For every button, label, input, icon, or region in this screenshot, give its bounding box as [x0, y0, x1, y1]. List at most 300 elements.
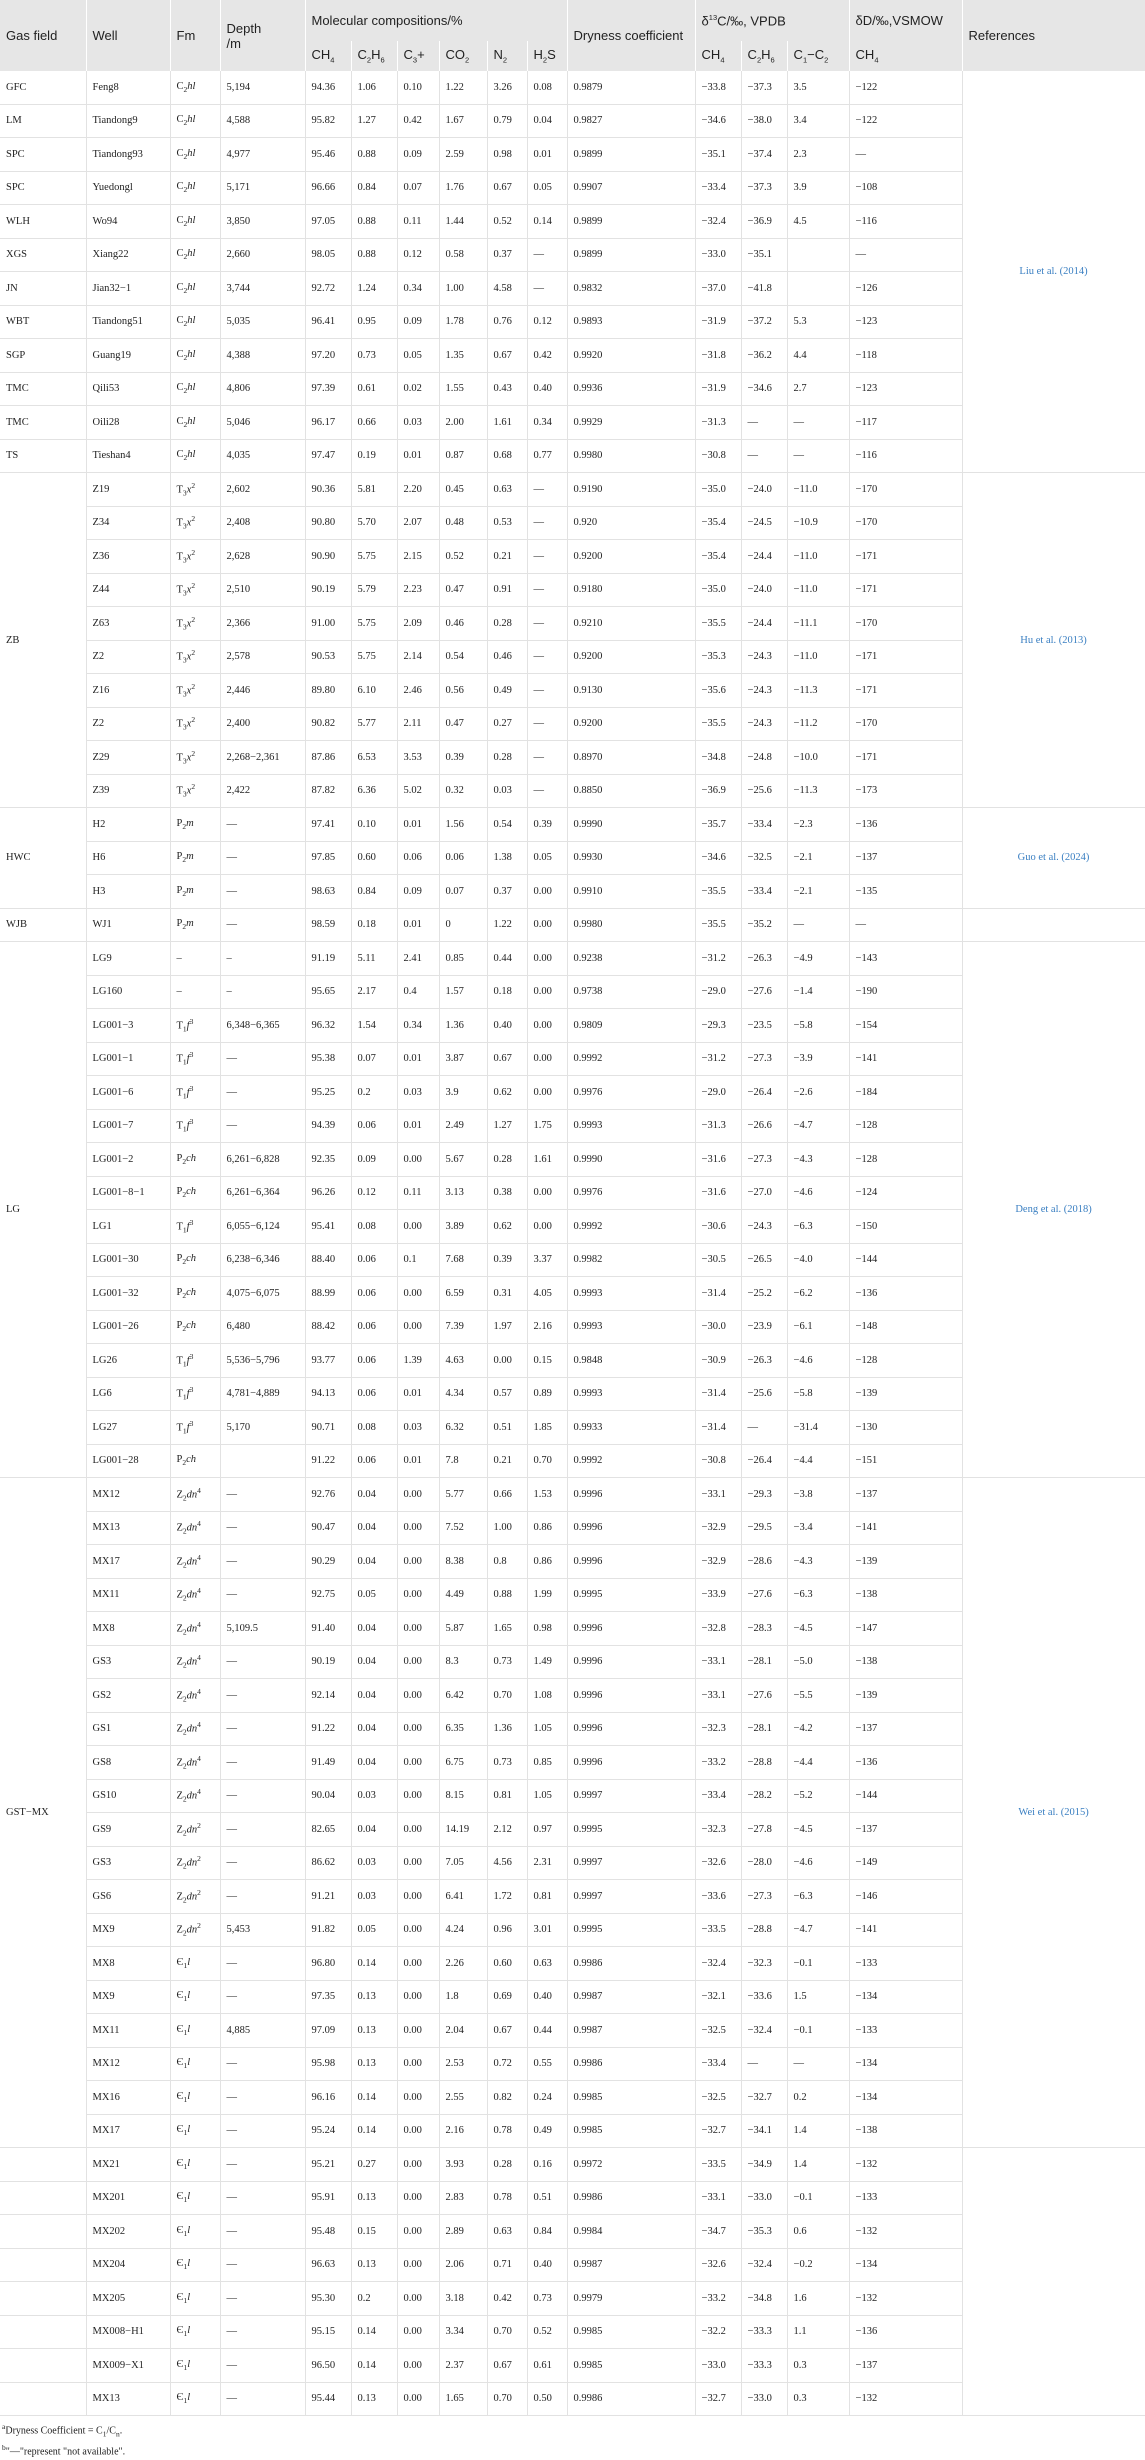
table-cell: 96.80 [305, 1947, 351, 1981]
table-cell: $Є_1l$ [170, 2382, 220, 2416]
table-cell: 0.46 [439, 607, 487, 641]
table-cell: 0.9987 [567, 2014, 695, 2048]
table-cell: — [527, 607, 567, 641]
table-cell: −31.9 [695, 305, 741, 339]
table-cell: −136 [849, 1277, 962, 1311]
table-cell: 96.17 [305, 406, 351, 440]
footnote: $^a$Dryness Coefficient = $C_1/C_n$. [2, 2422, 123, 2439]
table-cell: $Z_2dn^4$ [170, 1545, 220, 1579]
subheader-9: $CH_4$ [849, 41, 962, 71]
table-cell: 6,348−6,365 [220, 1009, 305, 1043]
table-cell: 0.15 [527, 1344, 567, 1378]
table-cell: — [220, 2382, 305, 2416]
table-cell: −0.2 [787, 2248, 849, 2282]
table-cell: 0.9976 [567, 1076, 695, 1110]
table-cell: 91.22 [305, 1712, 351, 1746]
table-cell: −124 [849, 1176, 962, 1210]
table-cell: −27.0 [741, 1176, 787, 1210]
table-cell: 0.9993 [567, 1377, 695, 1411]
table-cell: 1.99 [527, 1578, 567, 1612]
table-cell: 0.89 [527, 1377, 567, 1411]
table-cell: 95.25 [305, 1076, 351, 1110]
table-cell: 0.01 [397, 1042, 439, 1076]
table-cell: 0.9993 [567, 1109, 695, 1143]
table-cell: 0.46 [487, 640, 527, 674]
table-cell: 96.41 [305, 305, 351, 339]
table-cell: — [220, 1645, 305, 1679]
table-cell: −4.6 [787, 1344, 849, 1378]
table-cell: −28.8 [741, 1746, 787, 1780]
table-cell: −33.6 [695, 1880, 741, 1914]
table-cell: 0.52 [439, 540, 487, 574]
table-cell: $Є_1l$ [170, 2014, 220, 2048]
table-cell: 0.18 [351, 908, 397, 942]
table-cell: 0.01 [527, 138, 567, 172]
reference-link[interactable]: Deng et al. (2018) [962, 942, 1145, 1478]
table-cell: — [220, 1545, 305, 1579]
table-cell: 0.43 [487, 372, 527, 406]
table-cell: 0.9210 [567, 607, 695, 641]
reference-link[interactable]: Hu et al. (2013) [962, 473, 1145, 808]
table-cell: 0.14 [351, 1947, 397, 1981]
table-cell: 97.41 [305, 808, 351, 842]
header-well: Well [86, 0, 170, 71]
reference-link[interactable]: Wei et al. (2015) [962, 1478, 1145, 2148]
table-cell: 0.06 [351, 1344, 397, 1378]
table-cell: LG001−32 [86, 1277, 170, 1311]
table-cell: 2,422 [220, 774, 305, 808]
table-cell: $P_2m$ [170, 808, 220, 842]
table-cell: −139 [849, 1377, 962, 1411]
table-cell: $P_2ch$ [170, 1143, 220, 1177]
table-cell: −137 [849, 2349, 962, 2383]
table-cell: 97.85 [305, 841, 351, 875]
table-cell: −122 [849, 104, 962, 138]
table-cell: −32.5 [741, 841, 787, 875]
table-cell: 0.70 [527, 1444, 567, 1478]
table-cell: 0.00 [397, 2315, 439, 2349]
table-cell: $P_2m$ [170, 841, 220, 875]
gas-field-cell: TMC [0, 406, 86, 440]
table-cell: 0.01 [397, 908, 439, 942]
table-cell: −123 [849, 305, 962, 339]
table-cell: 6.53 [351, 741, 397, 775]
table-cell: −170 [849, 707, 962, 741]
table-cell: −36.9 [741, 205, 787, 239]
table-cell: LG001−3 [86, 1009, 170, 1043]
table-cell: 0.71 [487, 2248, 527, 2282]
table-cell: 0.77 [527, 439, 567, 473]
table-cell: −33.0 [741, 2382, 787, 2416]
table-cell: −29.0 [695, 1076, 741, 1110]
table-cell: −6.3 [787, 1880, 849, 1914]
table-cell: 0.00 [527, 875, 567, 909]
table-cell: 3.18 [439, 2282, 487, 2316]
table-cell: 0.52 [487, 205, 527, 239]
table-cell: — [220, 1076, 305, 1110]
table-cell: 5.75 [351, 640, 397, 674]
table-cell: −24.4 [741, 607, 787, 641]
table-cell: 0.00 [397, 2215, 439, 2249]
table-cell: −137 [849, 1478, 962, 1512]
table-cell: 95.38 [305, 1042, 351, 1076]
table-cell: 6.36 [351, 774, 397, 808]
table-cell: 0.39 [439, 741, 487, 775]
table-cell: 0.9899 [567, 205, 695, 239]
table-cell: −144 [849, 1243, 962, 1277]
table-cell: −32.4 [695, 1947, 741, 1981]
table-cell: — [220, 2081, 305, 2115]
table-cell: −23.9 [741, 1310, 787, 1344]
table-cell: 0.70 [487, 2382, 527, 2416]
gas-field-cell [0, 2215, 86, 2249]
table-cell: 0.00 [397, 2014, 439, 2048]
table-row [0, 1478, 1145, 1512]
table-cell: 0.11 [397, 205, 439, 239]
table-cell: −33.2 [695, 2282, 741, 2316]
table-cell: 0.9985 [567, 2114, 695, 2148]
table-cell: −149 [849, 1846, 962, 1880]
table-cell: 90.53 [305, 640, 351, 674]
table-cell: −126 [849, 272, 962, 306]
table-cell: −139 [849, 1679, 962, 1713]
table-cell: 0.01 [397, 1109, 439, 1143]
table-cell: 3.5 [787, 71, 849, 104]
table-cell: — [220, 1813, 305, 1847]
table-cell: −37.3 [741, 71, 787, 104]
table-cell: GS8 [86, 1746, 170, 1780]
table-cell: −134 [849, 1980, 962, 2014]
table-cell: 0.00 [397, 2047, 439, 2081]
table-cell: −34.7 [695, 2215, 741, 2249]
table-cell: $C_2hl$ [170, 372, 220, 406]
table-cell: 1.6 [787, 2282, 849, 2316]
table-cell: 0.49 [527, 2114, 567, 2148]
table-cell: 0.00 [397, 2181, 439, 2215]
table-cell: 0.45 [439, 473, 487, 507]
table-cell: 96.26 [305, 1176, 351, 1210]
table-cell: −3.8 [787, 1478, 849, 1512]
table-cell: 0.9996 [567, 1712, 695, 1746]
table-cell: 90.36 [305, 473, 351, 507]
table-cell: $C_2hl$ [170, 238, 220, 272]
table-cell: — [527, 707, 567, 741]
table-cell: 93.77 [305, 1344, 351, 1378]
table-cell: −28.0 [741, 1846, 787, 1880]
table-cell: MX21 [86, 2148, 170, 2182]
table-cell: 0.9997 [567, 1779, 695, 1813]
table-cell: 7.05 [439, 1846, 487, 1880]
table-cell: Z16 [86, 674, 170, 708]
table-cell: 0.00 [527, 908, 567, 942]
table-cell: Tiandong51 [86, 305, 170, 339]
table-cell: MX12 [86, 2047, 170, 2081]
table-cell: 0.84 [351, 875, 397, 909]
table-cell: −34.6 [695, 841, 741, 875]
table-cell: — [220, 1511, 305, 1545]
table-cell: 0.09 [351, 1143, 397, 1177]
table-cell: 0.98 [487, 138, 527, 172]
gas-field-cell [0, 2382, 86, 2416]
table-cell: 88.40 [305, 1243, 351, 1277]
table-cell: LG26 [86, 1344, 170, 1378]
table-cell: 0.05 [351, 1913, 397, 1947]
table-cell: 0.04 [527, 104, 567, 138]
table-cell: −4.3 [787, 1143, 849, 1177]
table-cell: 1.05 [527, 1712, 567, 1746]
table-cell: — [527, 640, 567, 674]
table-cell: $Z_2dn^4$ [170, 1578, 220, 1612]
table-cell: LG001−28 [86, 1444, 170, 1478]
table-cell: 0.00 [397, 2282, 439, 2316]
table-cell: 0.00 [397, 2081, 439, 2115]
table-cell: 89.80 [305, 674, 351, 708]
table-cell: Z44 [86, 573, 170, 607]
table-cell: 0.06 [351, 1109, 397, 1143]
table-cell: −4.7 [787, 1913, 849, 1947]
table-cell: −141 [849, 1913, 962, 1947]
table-cell: −28.6 [741, 1545, 787, 1579]
table-cell: −28.1 [741, 1645, 787, 1679]
table-cell: −31.4 [695, 1377, 741, 1411]
table-cell: −24.0 [741, 473, 787, 507]
table-cell: 3.01 [527, 1913, 567, 1947]
table-cell: 0.9907 [567, 171, 695, 205]
table-cell: −0.1 [787, 2014, 849, 2048]
table-cell: — [849, 238, 962, 272]
table-cell: −148 [849, 1310, 962, 1344]
table-cell: −136 [849, 808, 962, 842]
table-cell: — [787, 908, 849, 942]
table-cell: — [787, 2047, 849, 2081]
table-cell: WJ1 [86, 908, 170, 942]
table-cell: −2.1 [787, 841, 849, 875]
table-cell: 90.90 [305, 540, 351, 574]
table-cell: −34.1 [741, 2114, 787, 2148]
table-cell: 0.73 [527, 2282, 567, 2316]
table-cell: — [220, 2114, 305, 2148]
table-cell: 4,885 [220, 2014, 305, 2048]
table-cell: −28.2 [741, 1779, 787, 1813]
table-cell: 1.22 [439, 71, 487, 104]
gas-field-cell: SGP [0, 339, 86, 373]
table-cell: 0.63 [527, 1947, 567, 1981]
table-cell: — [220, 1947, 305, 1981]
table-cell: −32.6 [695, 2248, 741, 2282]
table-cell: 0.98 [527, 1612, 567, 1646]
table-cell: 2.49 [439, 1109, 487, 1143]
table-cell: −11.3 [787, 674, 849, 708]
table-cell: −116 [849, 439, 962, 473]
table-cell: −27.6 [741, 1578, 787, 1612]
table-cell: 5.81 [351, 473, 397, 507]
table-cell: −37.2 [741, 305, 787, 339]
table-cell: 0.9899 [567, 238, 695, 272]
table-cell: 0.13 [351, 2181, 397, 2215]
table-cell: −32.1 [695, 1980, 741, 2014]
table-cell: 92.72 [305, 272, 351, 306]
table-cell: 90.19 [305, 573, 351, 607]
table-cell: 0.24 [527, 2081, 567, 2115]
table-cell: 0.21 [487, 540, 527, 574]
table-cell: −146 [849, 1880, 962, 1914]
table-cell: 0.04 [351, 1612, 397, 1646]
gas-field-cell: TMC [0, 372, 86, 406]
table-cell: — [220, 2349, 305, 2383]
table-cell: Tiandong93 [86, 138, 170, 172]
table-cell: — [527, 573, 567, 607]
table-cell: — [220, 2248, 305, 2282]
table-cell: 97.39 [305, 372, 351, 406]
table-cell: 1.5 [787, 1980, 849, 2014]
table-cell: −35.0 [695, 473, 741, 507]
table-cell: −32.7 [695, 2382, 741, 2416]
table-cell: 1.22 [487, 908, 527, 942]
header-gas-field: Gas field [0, 0, 86, 71]
table-cell: 1.4 [787, 2114, 849, 2148]
table-cell: 1.44 [439, 205, 487, 239]
table-cell: $T_3x^2$ [170, 473, 220, 507]
table-cell: $Z_2dn^4$ [170, 1679, 220, 1713]
table-cell: H3 [86, 875, 170, 909]
table-cell: $Є_1l$ [170, 2081, 220, 2115]
table-cell: 0.40 [527, 2248, 567, 2282]
table-cell: MX205 [86, 2282, 170, 2316]
table-cell: −32.9 [695, 1511, 741, 1545]
table-cell: 0.3 [787, 2382, 849, 2416]
table-cell: −122 [849, 71, 962, 104]
table-cell: 0.9832 [567, 272, 695, 306]
table-cell: $Є_1l$ [170, 2181, 220, 2215]
table-cell: 0.96 [487, 1913, 527, 1947]
table-cell: −24.3 [741, 1210, 787, 1244]
table-cell: 2.04 [439, 2014, 487, 2048]
table-cell: −141 [849, 1511, 962, 1545]
table-cell: MX11 [86, 2014, 170, 2048]
table-cell: 2.17 [351, 975, 397, 1009]
table-cell: 1.67 [439, 104, 487, 138]
table-cell: 14.19 [439, 1813, 487, 1847]
table-cell: $P_2ch$ [170, 1176, 220, 1210]
table-cell: 2.12 [487, 1813, 527, 1847]
table-cell: −32.7 [695, 2114, 741, 2148]
table-cell: 3.93 [439, 2148, 487, 2182]
table-cell: 0.08 [351, 1210, 397, 1244]
table-cell: −35.5 [695, 707, 741, 741]
table-cell: 95.21 [305, 2148, 351, 2182]
table-cell: 2,408 [220, 506, 305, 540]
subheader-1: $C_2H_6$ [351, 41, 397, 71]
table-cell: 0.9893 [567, 305, 695, 339]
table-cell: 3.4 [787, 104, 849, 138]
table-cell: $Z_2dn^4$ [170, 1746, 220, 1780]
header-dryness-coefficient: Dryness coefficient [567, 0, 695, 71]
table-cell: 5,170 [220, 1411, 305, 1445]
table-cell: 6,261−6,828 [220, 1143, 305, 1177]
table-cell: 3,744 [220, 272, 305, 306]
table-cell: −144 [849, 1779, 962, 1813]
table-cell: Yuedongl [86, 171, 170, 205]
reference-link[interactable]: Liu et al. (2014) [962, 71, 1145, 473]
table-cell: 1.61 [527, 1143, 567, 1177]
table-cell: — [220, 2148, 305, 2182]
table-cell: $Z_2dn^4$ [170, 1612, 220, 1646]
table-cell: $C_2hl$ [170, 439, 220, 473]
gas-field-cell [0, 2315, 86, 2349]
table-cell: −11.0 [787, 573, 849, 607]
table-cell: 0.13 [351, 1980, 397, 2014]
table-cell: 0.9936 [567, 372, 695, 406]
table-cell: 0.05 [527, 841, 567, 875]
table-cell: 2.09 [397, 607, 439, 641]
table-cell: 0.00 [397, 2382, 439, 2416]
table-cell: 0.54 [439, 640, 487, 674]
table-cell: 5,194 [220, 71, 305, 104]
gas-field-cell: TS [0, 439, 86, 473]
table-cell: 6,261−6,364 [220, 1176, 305, 1210]
table-cell: 0.39 [527, 808, 567, 842]
table-cell: −11.2 [787, 707, 849, 741]
table-cell: LG9 [86, 942, 170, 976]
table-cell: 6.59 [439, 1277, 487, 1311]
reference-link[interactable]: Guo et al. (2024) [962, 808, 1145, 909]
table-cell: 0.06 [351, 1277, 397, 1311]
table-cell: 0.37 [487, 875, 527, 909]
footnote: $^b$"—"represent "not available". [2, 2443, 126, 2458]
table-cell: — [527, 238, 567, 272]
table-cell: −10.0 [787, 741, 849, 775]
table-cell: 0.10 [351, 808, 397, 842]
table-cell: $C_2hl$ [170, 171, 220, 205]
table-cell: 5.77 [439, 1478, 487, 1512]
table-cell: 0.54 [487, 808, 527, 842]
table-cell: 0.00 [397, 1645, 439, 1679]
table-cell: 0.00 [397, 1277, 439, 1311]
table-cell: 0.00 [397, 1578, 439, 1612]
table-cell: Feng8 [86, 71, 170, 104]
table-cell: 3,850 [220, 205, 305, 239]
table-cell: 1.36 [439, 1009, 487, 1043]
header-dd: δD/‰,VSMOW [849, 0, 962, 41]
table-cell: Tiandong9 [86, 104, 170, 138]
table-cell: 0.14 [527, 205, 567, 239]
table-cell: 1.61 [487, 406, 527, 440]
table-cell: 2.16 [439, 2114, 487, 2148]
table-cell: 0.8970 [567, 741, 695, 775]
gas-field-cell [0, 2148, 86, 2182]
table-cell: Tieshan4 [86, 439, 170, 473]
table-cell: 2,628 [220, 540, 305, 574]
table-cell: 0.14 [351, 2349, 397, 2383]
table-cell: 0.14 [351, 2315, 397, 2349]
table-cell: −134 [849, 2248, 962, 2282]
table-cell: MX13 [86, 2382, 170, 2416]
table-cell: −41.8 [741, 272, 787, 306]
table-cell: −33.4 [695, 1779, 741, 1813]
table-cell: 0.04 [351, 1511, 397, 1545]
table-cell: 0.00 [397, 1846, 439, 1880]
table-cell: −26.4 [741, 1444, 787, 1478]
table-cell: 6,055−6,124 [220, 1210, 305, 1244]
table-cell: MX008−H1 [86, 2315, 170, 2349]
table-cell: 96.66 [305, 171, 351, 205]
table-cell: 1.53 [527, 1478, 567, 1512]
table-cell: −30.8 [695, 439, 741, 473]
table-cell: 0.44 [487, 942, 527, 976]
subheader-5: $H_2S$ [527, 41, 567, 71]
gas-field-cell: ZB [0, 473, 86, 808]
table-cell: −27.3 [741, 1880, 787, 1914]
